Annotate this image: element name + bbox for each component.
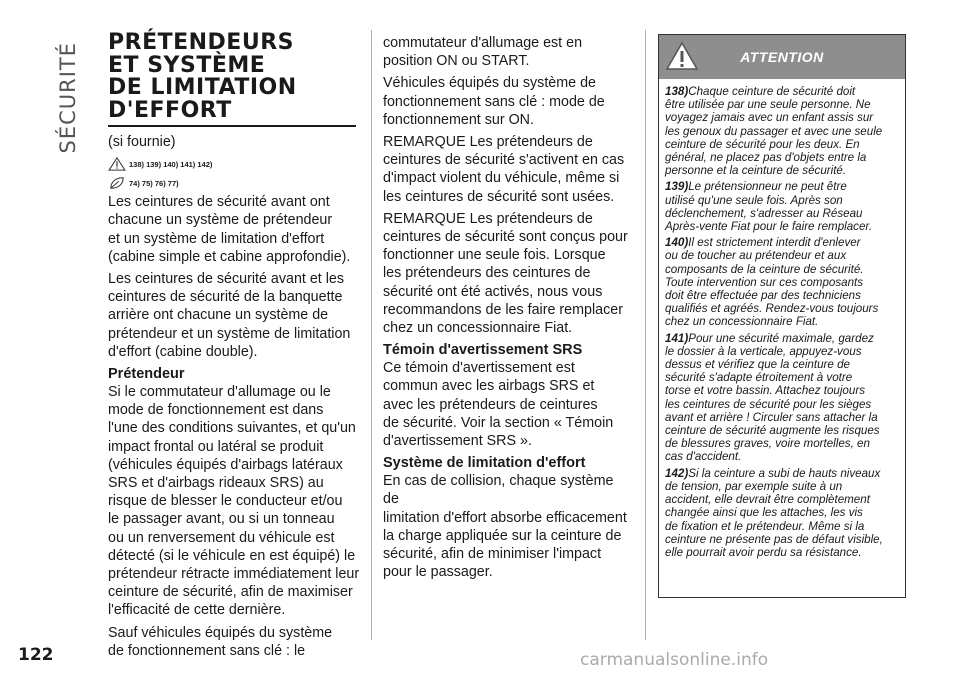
attention-note xyxy=(665,332,899,464)
limit-heading: Système de limitation d'effort xyxy=(383,455,586,472)
warning-triangle-icon xyxy=(108,157,126,171)
section-tab: SÉCURITÉ xyxy=(56,42,80,154)
watermark: carmanualsonline.info xyxy=(580,650,769,670)
col2-paragraph: REMARQUE Les prétendeurs de ceintures de sécurité s'activent en cas d'impact violent du véhicule, même si les ceintures de sécurité sont usées. xyxy=(383,134,625,205)
pretendeur-paragraph: Sauf véhicules équipés du système de fonctionnement sans clé : le xyxy=(108,624,333,659)
page-title: PRÉTENDEURS ET SYSTÈME DE LIMITATION D'EFFORT xyxy=(108,30,297,123)
attention-body xyxy=(659,79,905,559)
attention-title: ATTENTION xyxy=(740,49,824,65)
environment-leaf-icon xyxy=(108,176,126,190)
limit-paragraph: En cas de collision, chaque système de limitation d'effort absorbe efficacement la charge appliquée sur la ceinture de sécurité, afin de minimiser l'impact pour le passager. xyxy=(383,473,627,581)
note-number: 141) xyxy=(665,331,689,345)
page-number: 122 xyxy=(18,645,54,665)
col2-paragraph: commutateur d'allumage est en position ON ou START. xyxy=(383,35,583,70)
attention-note xyxy=(665,180,899,233)
col1-paragraph: Les ceintures de sécurité avant et les ceintures de sécurité de la banquette arrière ont chacune un système de prétendeur et un système de limitation d'effort (cabine double). xyxy=(108,271,351,360)
attention-note xyxy=(665,467,899,559)
attention-header xyxy=(659,35,905,79)
column-divider-2 xyxy=(645,30,646,640)
note-text: Chaque ceinture de sécurité doit être utilisée par une seule personne. Ne voyagez jamais avec un enfant assis sur les genoux du passager et avec une seule ceinture de sécurité pour les deux. En général, ne placez pas d'objets entre la personne et la ceinture de sécurité. xyxy=(665,85,883,178)
note-number: 139) xyxy=(665,180,689,194)
srs-paragraph: Ce témoin d'avertissement est commun avec les airbags SRS et avec les prétendeurs de ceintures de sécurité. Voir la section « Témoin d'avertissement SRS ». xyxy=(383,360,614,450)
column-divider-1 xyxy=(371,30,372,640)
column-2 xyxy=(383,34,633,585)
note-number: 142) xyxy=(665,466,689,480)
note-text: Il est strictement interdit d'enlever ou de toucher au prétendeur et aux composants de la ceinture de sécurité. Toute intervention sur ces composants doit être effectuée par des techniciens qualifiés et agréés. Rendez-vous toujours chez un concessionnaire Fiat. xyxy=(665,236,879,329)
attention-note xyxy=(665,236,899,328)
column-1 xyxy=(108,30,360,664)
note-text: Le prétensionneur ne peut être utilisé qu'une seule fois. Après son déclenchement, s'adresser au Réseau Après-vente Fiat pour le faire remplacer. xyxy=(665,180,873,234)
pretendeur-heading: Prétendeur xyxy=(108,366,185,383)
environment-refs xyxy=(108,174,360,192)
srs-heading: Témoin d'avertissement SRS xyxy=(383,342,583,359)
warning-refs xyxy=(108,155,360,173)
pretendeur-paragraph: Si le commutateur d'allumage ou le mode de fonctionnement est dans l'une des conditions suivantes, et qu'un impact frontal ou latéral se produit (véhicules équipés d'airbags latéraux SRS et d'airbags rideaux SRS) au risque de blesser le conducteur et/ou le passager avant, ou si un tonneau ou un renversement du véhicule est détecté (si le véhicule en est équipé) le prétendeur rétracte immédiatement leur ceinture de sécurité, afin de maximiser l'efficacité de cette dernière. xyxy=(108,384,360,619)
environment-refs-text[interactable]: 74) 75) 76) 77) xyxy=(129,178,179,188)
warning-triangle-icon xyxy=(665,41,699,71)
note-text: Si la ceinture a subi de hauts niveaux de tension, par exemple suite à un accident, elle devrait être complètement changée ainsi que les attaches, les vis de fixation et le prétendeur. Même si la ceinture ne présente pas de défaut visible, elle pourrait avoir perdu sa résistance. xyxy=(665,466,883,559)
note-number: 138) xyxy=(665,85,689,98)
warning-refs-text[interactable]: 138) 139) 140) 141) 142) xyxy=(129,159,213,169)
col2-paragraph: REMARQUE Les prétendeurs de ceintures de sécurité sont conçus pour fonctionner une seule fois. Lorsque les prétendeurs des ceintures de sécurité ont été activés, nous vous recommandons de les faire remplacer chez un concessionnaire Fiat. xyxy=(383,210,628,337)
subtitle: (si fournie) xyxy=(108,134,176,150)
title-underline xyxy=(108,125,356,127)
note-number: 140) xyxy=(665,236,689,250)
attention-box xyxy=(658,34,906,598)
col1-paragraph: Les ceintures de sécurité avant ont chacune un système de prétendeur et un système de limitation d'effort (cabine simple et cabine approfondie). xyxy=(108,194,351,265)
col2-paragraph: Véhicules équipés du système de fonctionnement sans clé : mode de fonctionnement sur ON. xyxy=(383,75,605,128)
note-text: Pour une sécurité maximale, gardez le dossier à la verticale, appuyez-vous dessus et vérifiez que la ceinture de sécurité s'adapte étroitement à votre torse et votre bassin. Attachez toujours les ceintures de sécurité pour les sièges avant et arrière ! Circuler sans attacher la ceinture de sécurité augmente les risques de blessures graves, voire mortelles, en cas d'accident. xyxy=(665,331,880,464)
attention-note xyxy=(665,85,899,177)
